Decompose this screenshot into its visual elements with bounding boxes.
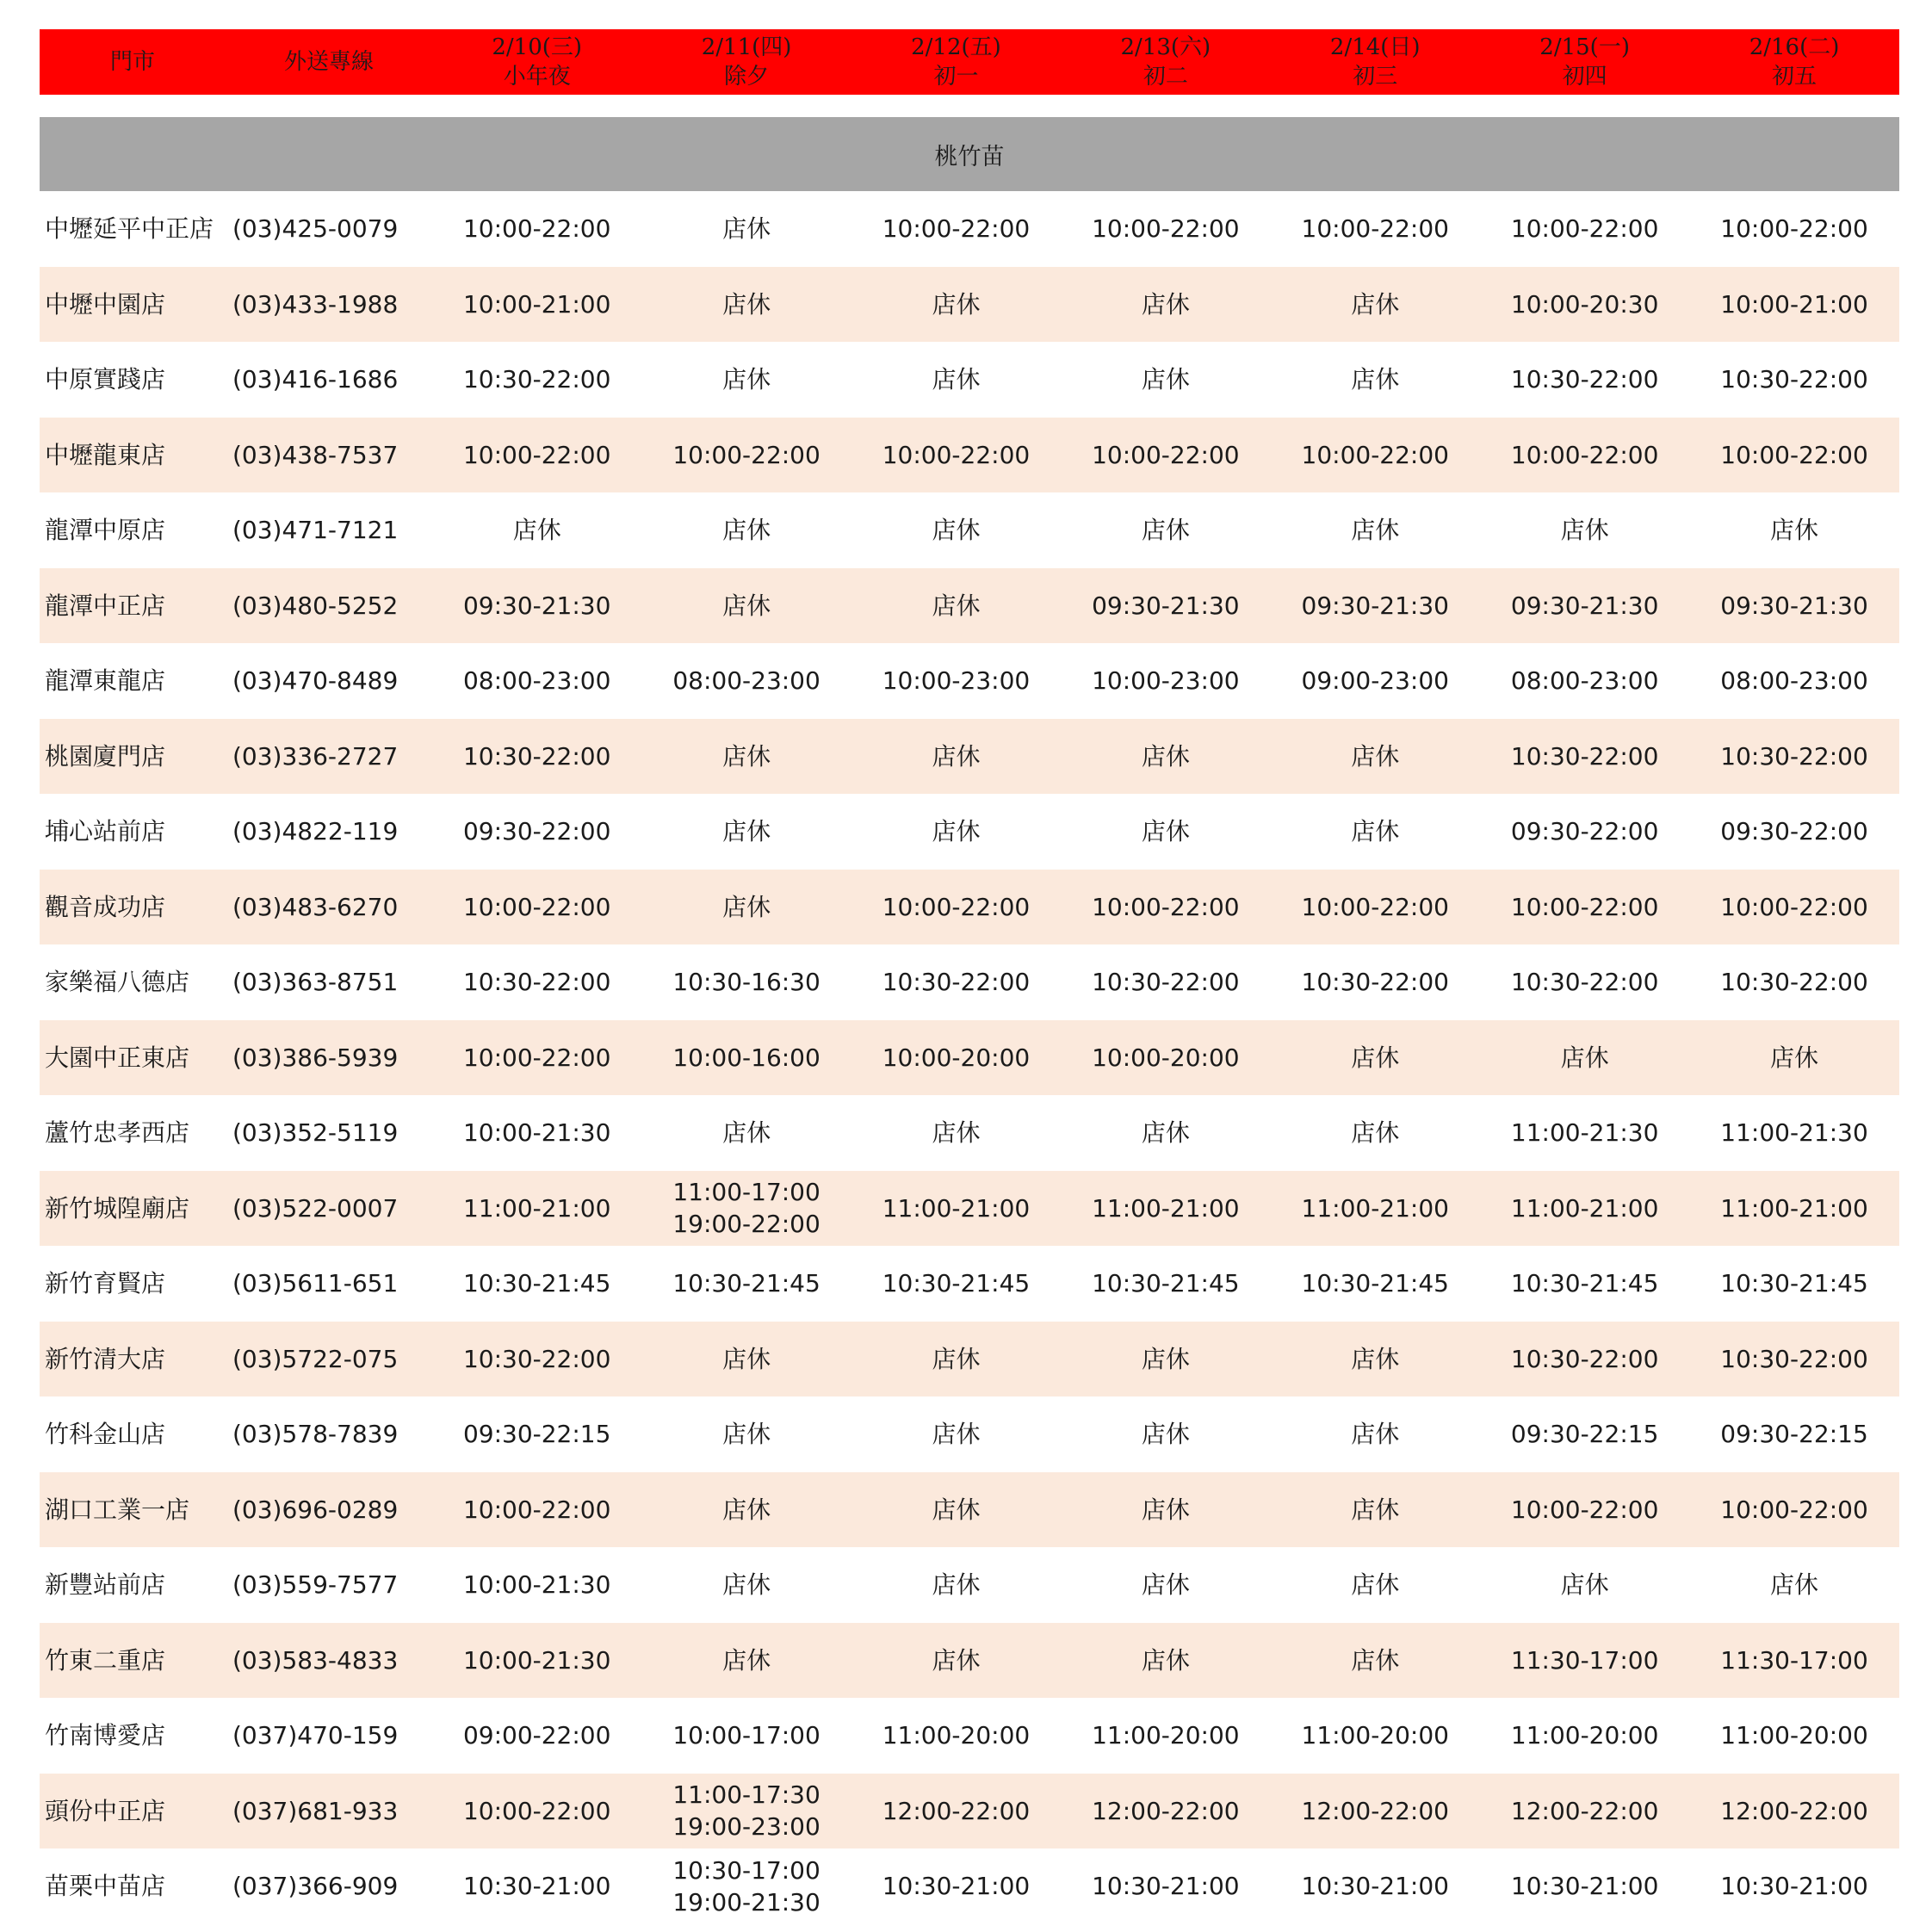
opening-hours: 店休 (722, 1570, 771, 1600)
opening-hours: 10:30-21:00 (882, 1872, 1031, 1901)
opening-hours: 店休 (1141, 1420, 1190, 1449)
opening-hours: 店休 (1770, 1043, 1819, 1072)
opening-hours: 店休 (722, 289, 771, 319)
store-name: 觀音成功店 (45, 892, 166, 921)
store-name: 新竹育賢店 (45, 1269, 166, 1298)
opening-hours: 10:00-20:00 (1092, 1043, 1240, 1072)
opening-hours: 店休 (1141, 817, 1190, 846)
opening-hours: 店休 (932, 1645, 981, 1675)
opening-hours: 10:00-22:00 (462, 1043, 611, 1072)
opening-hours: 店休 (932, 365, 981, 394)
opening-hours: 10:00-17:00 (672, 1721, 820, 1750)
opening-hours: 10:30-22:00 (462, 741, 611, 771)
opening-hours: 11:00-21:00 (1510, 1193, 1659, 1223)
opening-hours: 08:00-23:00 (672, 666, 820, 696)
header-phone: 外送專線 (283, 49, 374, 75)
opening-hours: 10:30-22:00 (1301, 968, 1449, 997)
opening-hours: 11:00-21:30 (1510, 1118, 1659, 1148)
opening-hours: 10:30-22:00 (1510, 968, 1659, 997)
opening-hours: 店休 (1351, 289, 1400, 319)
opening-hours: 10:00-22:00 (462, 1796, 611, 1825)
opening-hours: 10:00-22:00 (882, 892, 1031, 921)
header-day (1061, 29, 1270, 95)
opening-hours: 09:30-22:00 (462, 817, 611, 846)
delivery-phone: (03)578-7839 (232, 1420, 399, 1449)
delivery-phone: (037)366-909 (232, 1872, 399, 1901)
store-name: 竹南博愛店 (45, 1721, 166, 1750)
opening-hours: 11:00-21:00 (1092, 1193, 1240, 1223)
header-day-date: 2/13(六) (1120, 34, 1211, 60)
delivery-phone: (03)433-1988 (232, 289, 399, 319)
store-name: 苗栗中苗店 (45, 1872, 166, 1901)
opening-hours: 08:00-23:00 (462, 666, 611, 696)
opening-hours: 12:00-22:00 (1720, 1796, 1868, 1825)
table-row (40, 794, 1899, 870)
opening-hours: 店休 (932, 1420, 981, 1449)
delivery-phone: (03)483-6270 (232, 892, 399, 921)
opening-hours: 10:30-16:30 (672, 968, 820, 997)
opening-hours: 店休 (1351, 365, 1400, 394)
opening-hours: 10:00-22:00 (882, 214, 1031, 244)
opening-hours: 店休 (1560, 516, 1609, 545)
header-day-name: 初一 (933, 64, 979, 90)
table-row (40, 418, 1899, 493)
opening-hours: 10:00-22:00 (1510, 440, 1659, 469)
delivery-phone: (03)522-0007 (232, 1193, 399, 1223)
opening-hours: 11:00-20:00 (1720, 1721, 1868, 1750)
header-day (851, 29, 1061, 95)
opening-hours: 10:00-22:00 (1720, 440, 1868, 469)
opening-hours: 店休 (1141, 1118, 1190, 1148)
opening-hours: 店休 (932, 1118, 981, 1148)
opening-hours: 10:30-21:45 (672, 1269, 820, 1298)
opening-hours: 10:00-21:00 (462, 289, 611, 319)
opening-hours: 店休 (1560, 1570, 1609, 1600)
delivery-phone: (03)471-7121 (232, 516, 399, 545)
delivery-phone: (03)5611-651 (232, 1269, 399, 1298)
opening-hours: 店休 (1770, 1570, 1819, 1600)
header-store: 門市 (109, 49, 155, 75)
opening-hours: 10:30-21:00 (1720, 1872, 1868, 1901)
opening-hours: 店休 (722, 1495, 771, 1524)
opening-hours: 店休 (932, 817, 981, 846)
opening-hours: 10:00-22:00 (1720, 214, 1868, 244)
opening-hours: 09:00-22:00 (462, 1721, 611, 1750)
opening-hours: 09:30-22:15 (1510, 1420, 1659, 1449)
opening-hours: 店休 (1351, 1118, 1400, 1148)
header-day (1689, 29, 1898, 95)
store-name: 竹東二重店 (45, 1645, 166, 1675)
opening-hours: 店休 (512, 516, 561, 545)
table-row (40, 1848, 1899, 1924)
opening-hours: 10:30-21:45 (462, 1269, 611, 1298)
opening-hours: 10:30-21:45 (882, 1269, 1031, 1298)
opening-hours: 09:30-22:15 (462, 1420, 611, 1449)
delivery-phone: (03)425-0079 (232, 214, 399, 244)
table-row (40, 1396, 1899, 1472)
opening-hours: 10:00-20:30 (1510, 289, 1659, 319)
opening-hours: 11:00-21:30 (1720, 1118, 1868, 1148)
opening-hours: 店休 (722, 1118, 771, 1148)
opening-hours: 10:30-22:00 (1720, 365, 1868, 394)
table-row (40, 1171, 1899, 1247)
opening-hours: 10:00-22:00 (1301, 892, 1449, 921)
opening-hours: 店休 (1351, 817, 1400, 846)
opening-hours: 10:00-22:00 (462, 1495, 611, 1524)
opening-hours: 店休 (1141, 1570, 1190, 1600)
header-day (432, 29, 641, 95)
opening-hours: 10:00-22:00 (462, 214, 611, 244)
opening-hours: 10:00-21:30 (462, 1570, 611, 1600)
opening-hours: 店休 (932, 1495, 981, 1524)
opening-hours: 店休 (1351, 1420, 1400, 1449)
opening-hours: 09:00-23:00 (1301, 666, 1449, 696)
store-name: 埔心站前店 (45, 817, 166, 846)
opening-hours: 11:00-17:00 19:00-22:00 (672, 1178, 820, 1239)
opening-hours: 11:00-21:00 (462, 1193, 611, 1223)
header-gap (40, 95, 1899, 117)
opening-hours: 店休 (722, 1344, 771, 1373)
opening-hours: 10:00-22:00 (1092, 214, 1240, 244)
opening-hours: 店休 (932, 1570, 981, 1600)
delivery-phone: (03)583-4833 (232, 1645, 399, 1675)
store-name: 中壢中園店 (45, 289, 166, 319)
store-name: 中壢延平中正店 (45, 214, 214, 244)
opening-hours: 店休 (722, 817, 771, 846)
table-row (40, 1246, 1899, 1322)
opening-hours: 店休 (1141, 741, 1190, 771)
store-name: 蘆竹忠孝西店 (45, 1118, 190, 1148)
table-row (40, 719, 1899, 795)
opening-hours: 店休 (1770, 516, 1819, 545)
opening-hours: 10:00-23:00 (1092, 666, 1240, 696)
table-row (40, 267, 1899, 343)
opening-hours: 10:00-22:00 (462, 440, 611, 469)
opening-hours: 11:30-17:00 (1720, 1645, 1868, 1675)
opening-hours: 10:00-21:00 (1720, 289, 1868, 319)
table-row (40, 1698, 1899, 1774)
opening-hours: 10:30-22:00 (462, 1344, 611, 1373)
opening-hours: 09:30-21:30 (462, 591, 611, 620)
table-body (40, 191, 1899, 1924)
header-day-date: 2/12(五) (911, 34, 1001, 60)
table-row (40, 1472, 1899, 1548)
opening-hours: 12:00-22:00 (1510, 1796, 1659, 1825)
opening-hours: 10:30-17:00 19:00-21:30 (672, 1855, 820, 1917)
opening-hours: 10:30-21:45 (1510, 1269, 1659, 1298)
opening-hours: 10:00-21:30 (462, 1645, 611, 1675)
opening-hours: 10:30-22:00 (1720, 1344, 1868, 1373)
header-day (1271, 29, 1480, 95)
store-name: 桃園廈門店 (45, 741, 166, 771)
opening-hours: 10:30-22:00 (1510, 741, 1659, 771)
table-row (40, 944, 1899, 1020)
opening-hours: 09:30-21:30 (1510, 591, 1659, 620)
opening-hours: 店休 (1141, 365, 1190, 394)
delivery-phone: (03)5722-075 (232, 1344, 399, 1373)
store-name: 頭份中正店 (45, 1796, 166, 1825)
opening-hours: 10:00-23:00 (882, 666, 1031, 696)
opening-hours: 店休 (1351, 1645, 1400, 1675)
header-day-date: 2/15(一) (1539, 34, 1630, 60)
table-row (40, 1020, 1899, 1096)
table-row (40, 568, 1899, 644)
delivery-phone: (03)559-7577 (232, 1570, 399, 1600)
delivery-phone: (03)386-5939 (232, 1043, 399, 1072)
opening-hours: 店休 (1141, 289, 1190, 319)
table-row (40, 492, 1899, 568)
delivery-phone: (03)696-0289 (232, 1495, 399, 1524)
opening-hours: 10:00-22:00 (1092, 892, 1240, 921)
delivery-phone: (03)480-5252 (232, 591, 399, 620)
opening-hours: 11:00-21:00 (882, 1193, 1031, 1223)
table-row (40, 1322, 1899, 1397)
opening-hours: 10:30-21:45 (1301, 1269, 1449, 1298)
opening-hours: 店休 (722, 365, 771, 394)
store-name: 大園中正東店 (45, 1043, 190, 1072)
store-name: 家樂福八德店 (45, 968, 190, 997)
header-day-date: 2/11(四) (701, 34, 792, 60)
opening-hours: 店休 (932, 591, 981, 620)
opening-hours: 10:00-20:00 (882, 1043, 1031, 1072)
delivery-phone: (03)352-5119 (232, 1118, 399, 1148)
opening-hours: 店休 (1141, 1645, 1190, 1675)
table-row (40, 1623, 1899, 1699)
opening-hours: 10:30-21:45 (1092, 1269, 1240, 1298)
opening-hours: 11:30-17:00 (1510, 1645, 1659, 1675)
store-name: 湖口工業一店 (45, 1495, 190, 1524)
opening-hours: 店休 (1351, 1570, 1400, 1600)
opening-hours: 10:00-22:00 (1720, 1495, 1868, 1524)
store-name: 中原實踐店 (45, 365, 166, 394)
opening-hours: 店休 (1351, 1344, 1400, 1373)
opening-hours: 10:30-21:00 (1301, 1872, 1449, 1901)
header-day-name: 初五 (1772, 64, 1817, 90)
opening-hours: 10:30-22:00 (462, 365, 611, 394)
opening-hours: 店休 (932, 289, 981, 319)
table-header (40, 29, 1899, 95)
store-name: 龍潭中原店 (45, 516, 166, 545)
opening-hours: 10:30-22:00 (1720, 741, 1868, 771)
table-row (40, 1774, 1899, 1849)
delivery-phone: (037)470-159 (232, 1721, 399, 1750)
store-name: 新豐站前店 (45, 1570, 166, 1600)
opening-hours: 店休 (722, 1420, 771, 1449)
opening-hours: 10:00-16:00 (672, 1043, 820, 1072)
opening-hours: 12:00-22:00 (1301, 1796, 1449, 1825)
opening-hours: 11:00-21:00 (1301, 1193, 1449, 1223)
table-row (40, 1547, 1899, 1623)
opening-hours: 08:00-23:00 (1720, 666, 1868, 696)
opening-hours: 09:30-21:30 (1092, 591, 1240, 620)
store-name: 龍潭東龍店 (45, 666, 166, 696)
delivery-phone: (03)336-2727 (232, 741, 399, 771)
header-day-date: 2/16(二) (1749, 34, 1840, 60)
header-day-date: 2/14(日) (1329, 34, 1421, 60)
opening-hours: 11:00-20:00 (1510, 1721, 1659, 1750)
header-day-name: 初四 (1562, 64, 1607, 90)
opening-hours: 店休 (932, 1344, 981, 1373)
delivery-phone: (03)438-7537 (232, 440, 399, 469)
header-day-name: 小年夜 (503, 64, 571, 90)
header-day-name: 初三 (1353, 64, 1398, 90)
opening-hours: 08:00-23:00 (1510, 666, 1659, 696)
opening-hours: 10:00-21:30 (462, 1118, 611, 1148)
opening-hours: 10:00-22:00 (1510, 892, 1659, 921)
opening-hours: 店休 (722, 516, 771, 545)
header-day-name: 初二 (1142, 64, 1188, 90)
opening-hours: 10:30-21:00 (1510, 1872, 1659, 1901)
store-name: 龍潭中正店 (45, 591, 166, 620)
opening-hours: 10:30-21:00 (1092, 1872, 1240, 1901)
opening-hours: 店休 (722, 214, 771, 244)
table-row (40, 643, 1899, 719)
opening-hours: 11:00-20:00 (1301, 1721, 1449, 1750)
opening-hours: 店休 (1351, 741, 1400, 771)
opening-hours: 09:30-22:00 (1720, 817, 1868, 846)
opening-hours: 店休 (1560, 1043, 1609, 1072)
opening-hours: 10:00-22:00 (672, 440, 820, 469)
holiday-hours-table (40, 29, 1899, 1924)
table-row (40, 191, 1899, 267)
opening-hours: 10:30-22:00 (1720, 968, 1868, 997)
opening-hours: 10:00-22:00 (1301, 440, 1449, 469)
delivery-phone: (03)416-1686 (232, 365, 399, 394)
region-row (40, 117, 1899, 191)
opening-hours: 10:30-21:45 (1720, 1269, 1868, 1298)
opening-hours: 店休 (1141, 1344, 1190, 1373)
opening-hours: 10:00-22:00 (1510, 1495, 1659, 1524)
opening-hours: 09:30-22:00 (1510, 817, 1659, 846)
header-day-name: 除夕 (724, 64, 770, 90)
opening-hours: 店休 (1351, 1495, 1400, 1524)
opening-hours: 10:30-22:00 (1510, 1344, 1659, 1373)
opening-hours: 店休 (1141, 516, 1190, 545)
store-name: 新竹清大店 (45, 1344, 166, 1373)
opening-hours: 11:00-20:00 (1092, 1721, 1240, 1750)
opening-hours: 店休 (722, 591, 771, 620)
opening-hours: 12:00-22:00 (1092, 1796, 1240, 1825)
opening-hours: 10:30-22:00 (882, 968, 1031, 997)
header-day-date: 2/10(三) (492, 34, 583, 60)
opening-hours: 店休 (722, 892, 771, 921)
delivery-phone: (037)681-933 (232, 1796, 399, 1825)
header-day (1480, 29, 1689, 95)
delivery-phone: (03)363-8751 (232, 968, 399, 997)
table-row (40, 870, 1899, 945)
region-label: 桃竹苗 (934, 143, 1005, 170)
opening-hours: 10:30-21:00 (462, 1872, 611, 1901)
opening-hours: 10:30-22:00 (1510, 365, 1659, 394)
opening-hours: 09:30-22:15 (1720, 1420, 1868, 1449)
opening-hours: 10:00-22:00 (1092, 440, 1240, 469)
opening-hours: 店休 (722, 741, 771, 771)
opening-hours: 店休 (1141, 1495, 1190, 1524)
store-name: 新竹城隍廟店 (45, 1193, 190, 1223)
table-row (40, 1095, 1899, 1171)
opening-hours: 10:30-22:00 (462, 968, 611, 997)
store-name: 中壢龍東店 (45, 440, 166, 469)
opening-hours: 10:00-22:00 (882, 440, 1031, 469)
opening-hours: 12:00-22:00 (882, 1796, 1031, 1825)
store-name: 竹科金山店 (45, 1420, 166, 1449)
header-day (641, 29, 851, 95)
opening-hours: 10:30-22:00 (1092, 968, 1240, 997)
opening-hours: 09:30-21:30 (1301, 591, 1449, 620)
opening-hours: 店休 (932, 516, 981, 545)
delivery-phone: (03)470-8489 (232, 666, 399, 696)
opening-hours: 11:00-17:30 19:00-23:00 (672, 1780, 820, 1842)
opening-hours: 店休 (932, 741, 981, 771)
opening-hours: 店休 (722, 1645, 771, 1675)
opening-hours: 店休 (1351, 516, 1400, 545)
table-row (40, 342, 1899, 418)
delivery-phone: (03)4822-119 (232, 817, 399, 846)
opening-hours: 11:00-21:00 (1720, 1193, 1868, 1223)
opening-hours: 10:00-22:00 (1301, 214, 1449, 244)
opening-hours: 09:30-21:30 (1720, 591, 1868, 620)
opening-hours: 店休 (1351, 1043, 1400, 1072)
opening-hours: 11:00-20:00 (882, 1721, 1031, 1750)
opening-hours: 10:00-22:00 (1720, 892, 1868, 921)
opening-hours: 10:00-22:00 (462, 892, 611, 921)
opening-hours: 10:00-22:00 (1510, 214, 1659, 244)
